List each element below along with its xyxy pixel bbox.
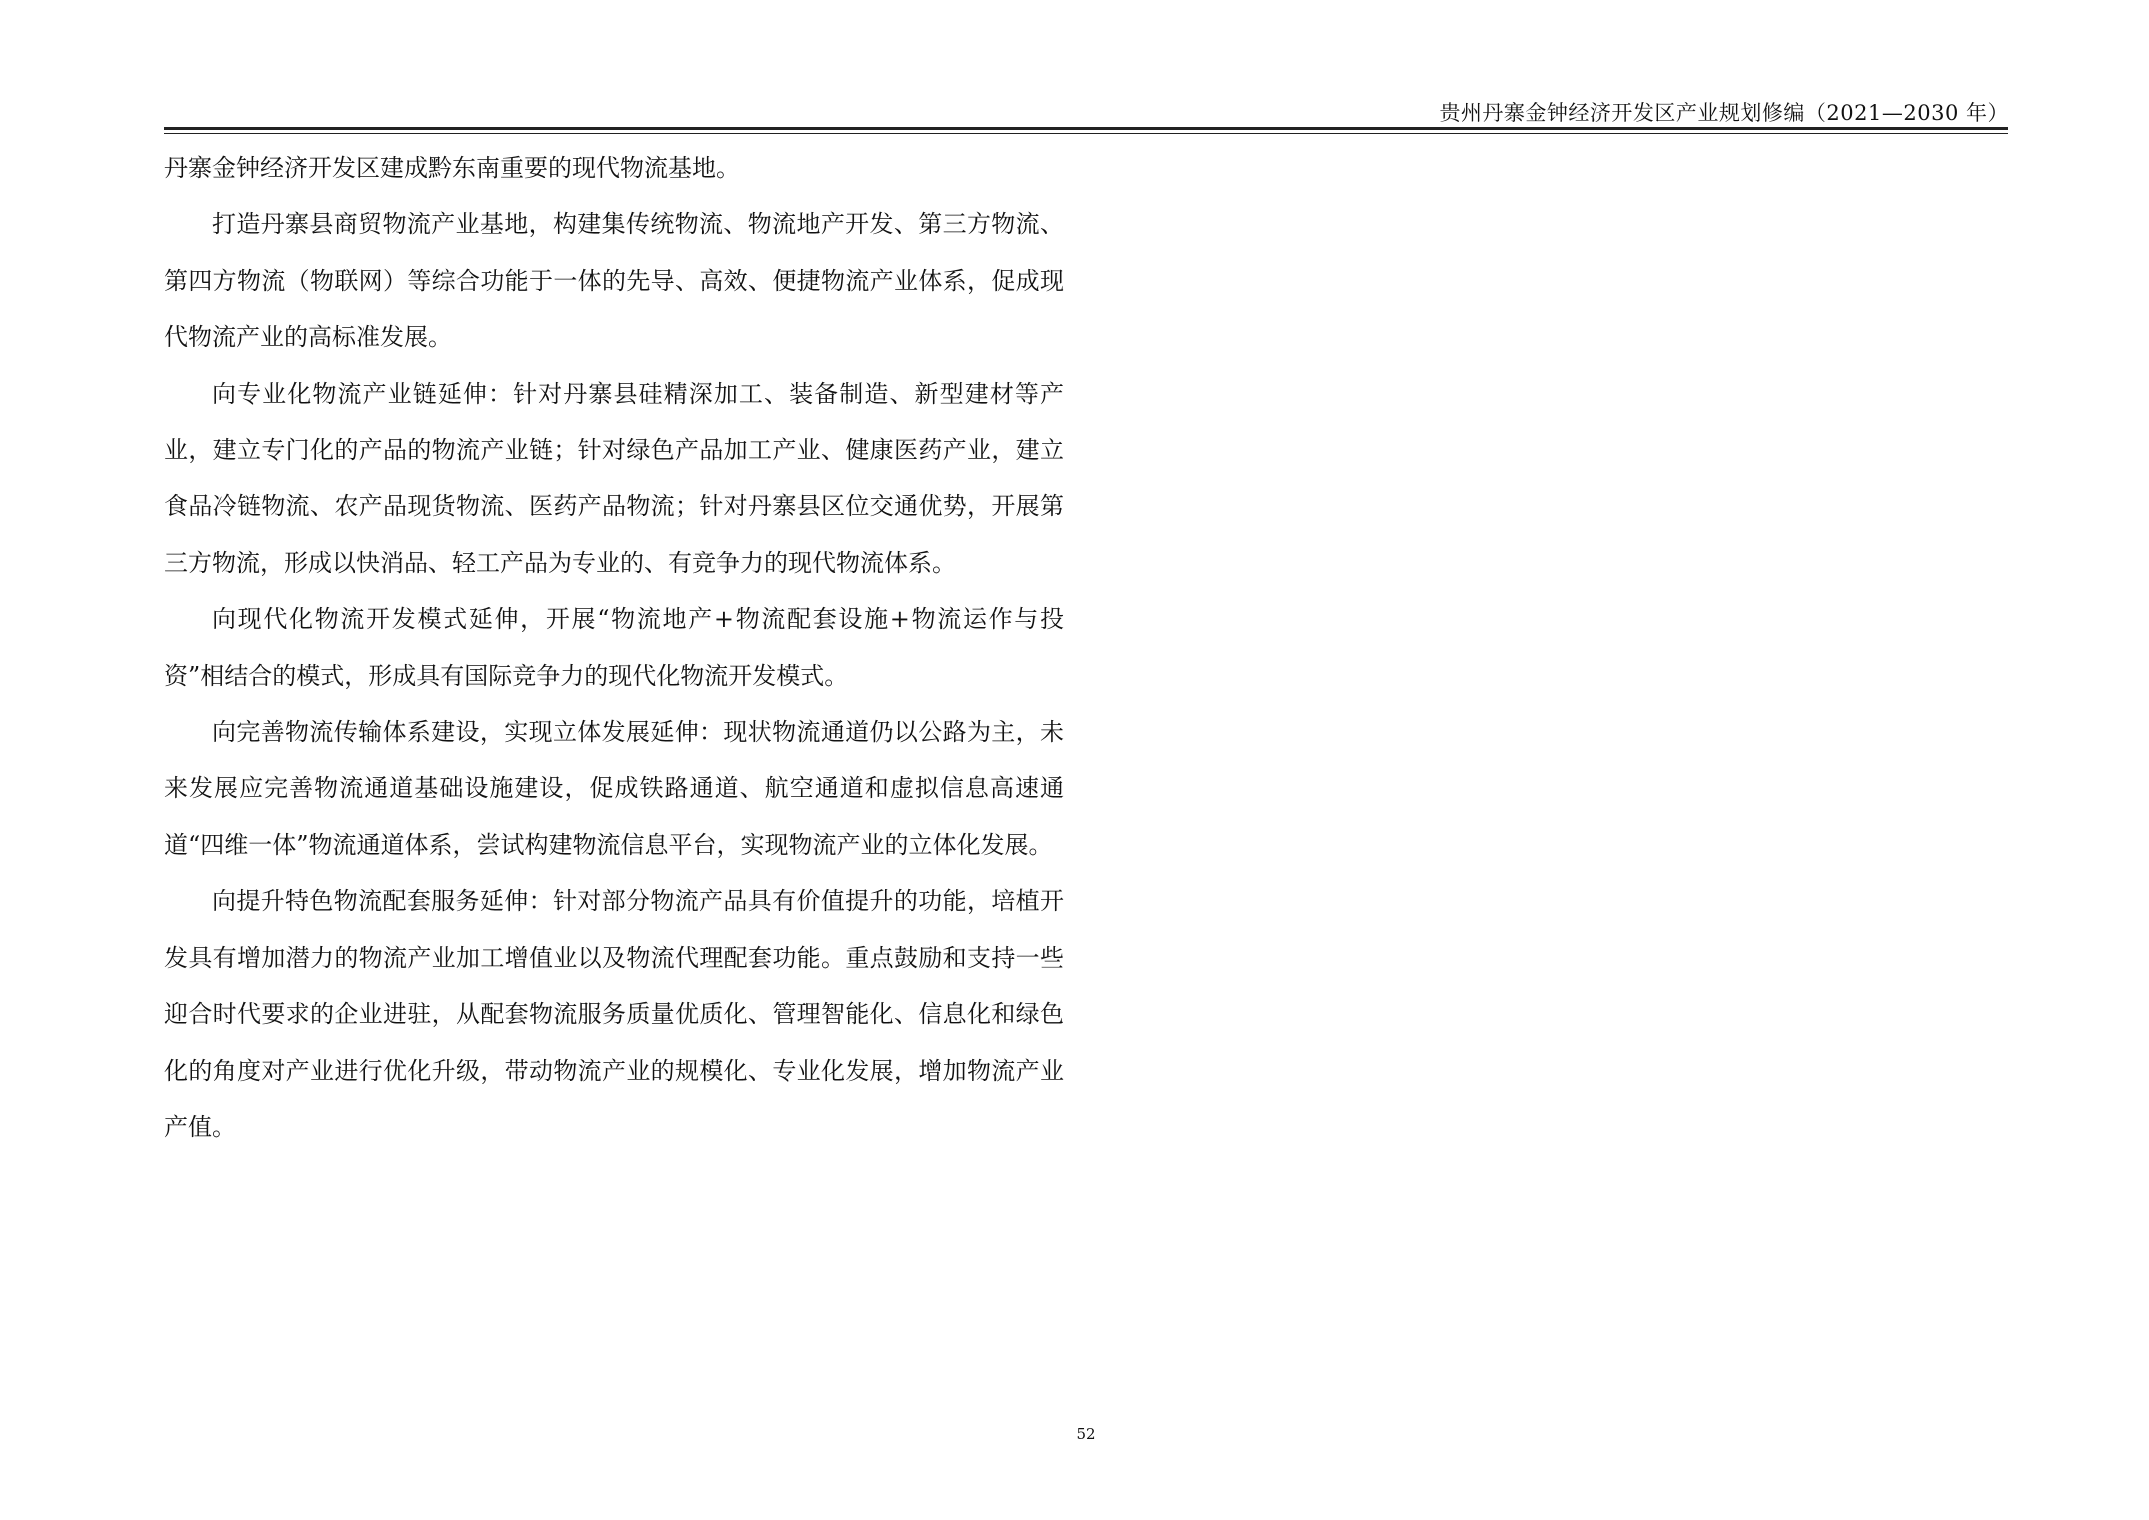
paragraph-logistics-base: 打造丹寨县商贸物流产业基地，构建集传统物流、物流地产开发、第三方物流、第四方物流（物联网）等综合功能于一体的先导、高效、便捷物流产业体系，促成现代物流产业的高标准发展。 — [164, 210, 1064, 352]
paragraph-transport-system: 向完善物流传输体系建设，实现立体发展延伸：现状物流通道仍以公路为主，未来发展应完善物流通道基础设施建设，促成铁路通道、航空通道和虚拟信息高速通道“四维一体”物流通道体系，尝试构建物流信息平台，实现物流产业的立体化发展。 — [164, 718, 1064, 859]
body-text — [164, 140, 1064, 1155]
page-number: 52 — [1076, 1425, 1096, 1443]
paragraph-modern-model: 向现代化物流开发模式延伸，开展“物流地产+物流配套设施+物流运作与投资”相结合的模式，形成具有国际竞争力的现代化物流开发模式。 — [164, 605, 1064, 690]
paragraph-supporting-services: 向提升特色物流配套服务延伸：针对部分物流产品具有价值提升的功能，培植开发具有增加潜力的物流产业加工增值业以及物流代理配套功能。重点鼓励和支持一些迎合时代要求的企业进驻，从配套物流服务质量优质化、管理智能化、信息化和绿色化的角度对产业进行优化升级，带动物流产业的规模化、专业化发展，增加物流产业产值。 — [164, 887, 1064, 1141]
header-rule-thick — [164, 127, 2008, 130]
paragraph-continued: 丹寨金钟经济开发区建成黔东南重要的现代物流基地。 — [164, 154, 740, 182]
header-rule-thin — [164, 133, 2008, 134]
running-header-title: 贵州丹寨金钟经济开发区产业规划修编（2021—2030 年） — [1439, 101, 2009, 125]
paragraph-specialized-chain: 向专业化物流产业链延伸：针对丹寨县硅精深加工、装备制造、新型建材等产业，建立专门化的产品的物流产业链；针对绿色产品加工产业、健康医药产业，建立食品冷链物流、农产品现货物流、医药产品物流；针对丹寨县区位交通优势，开展第三方物流，形成以快消品、轻工产品为专业的、有竞争力的现代物流体系。 — [164, 379, 1064, 577]
